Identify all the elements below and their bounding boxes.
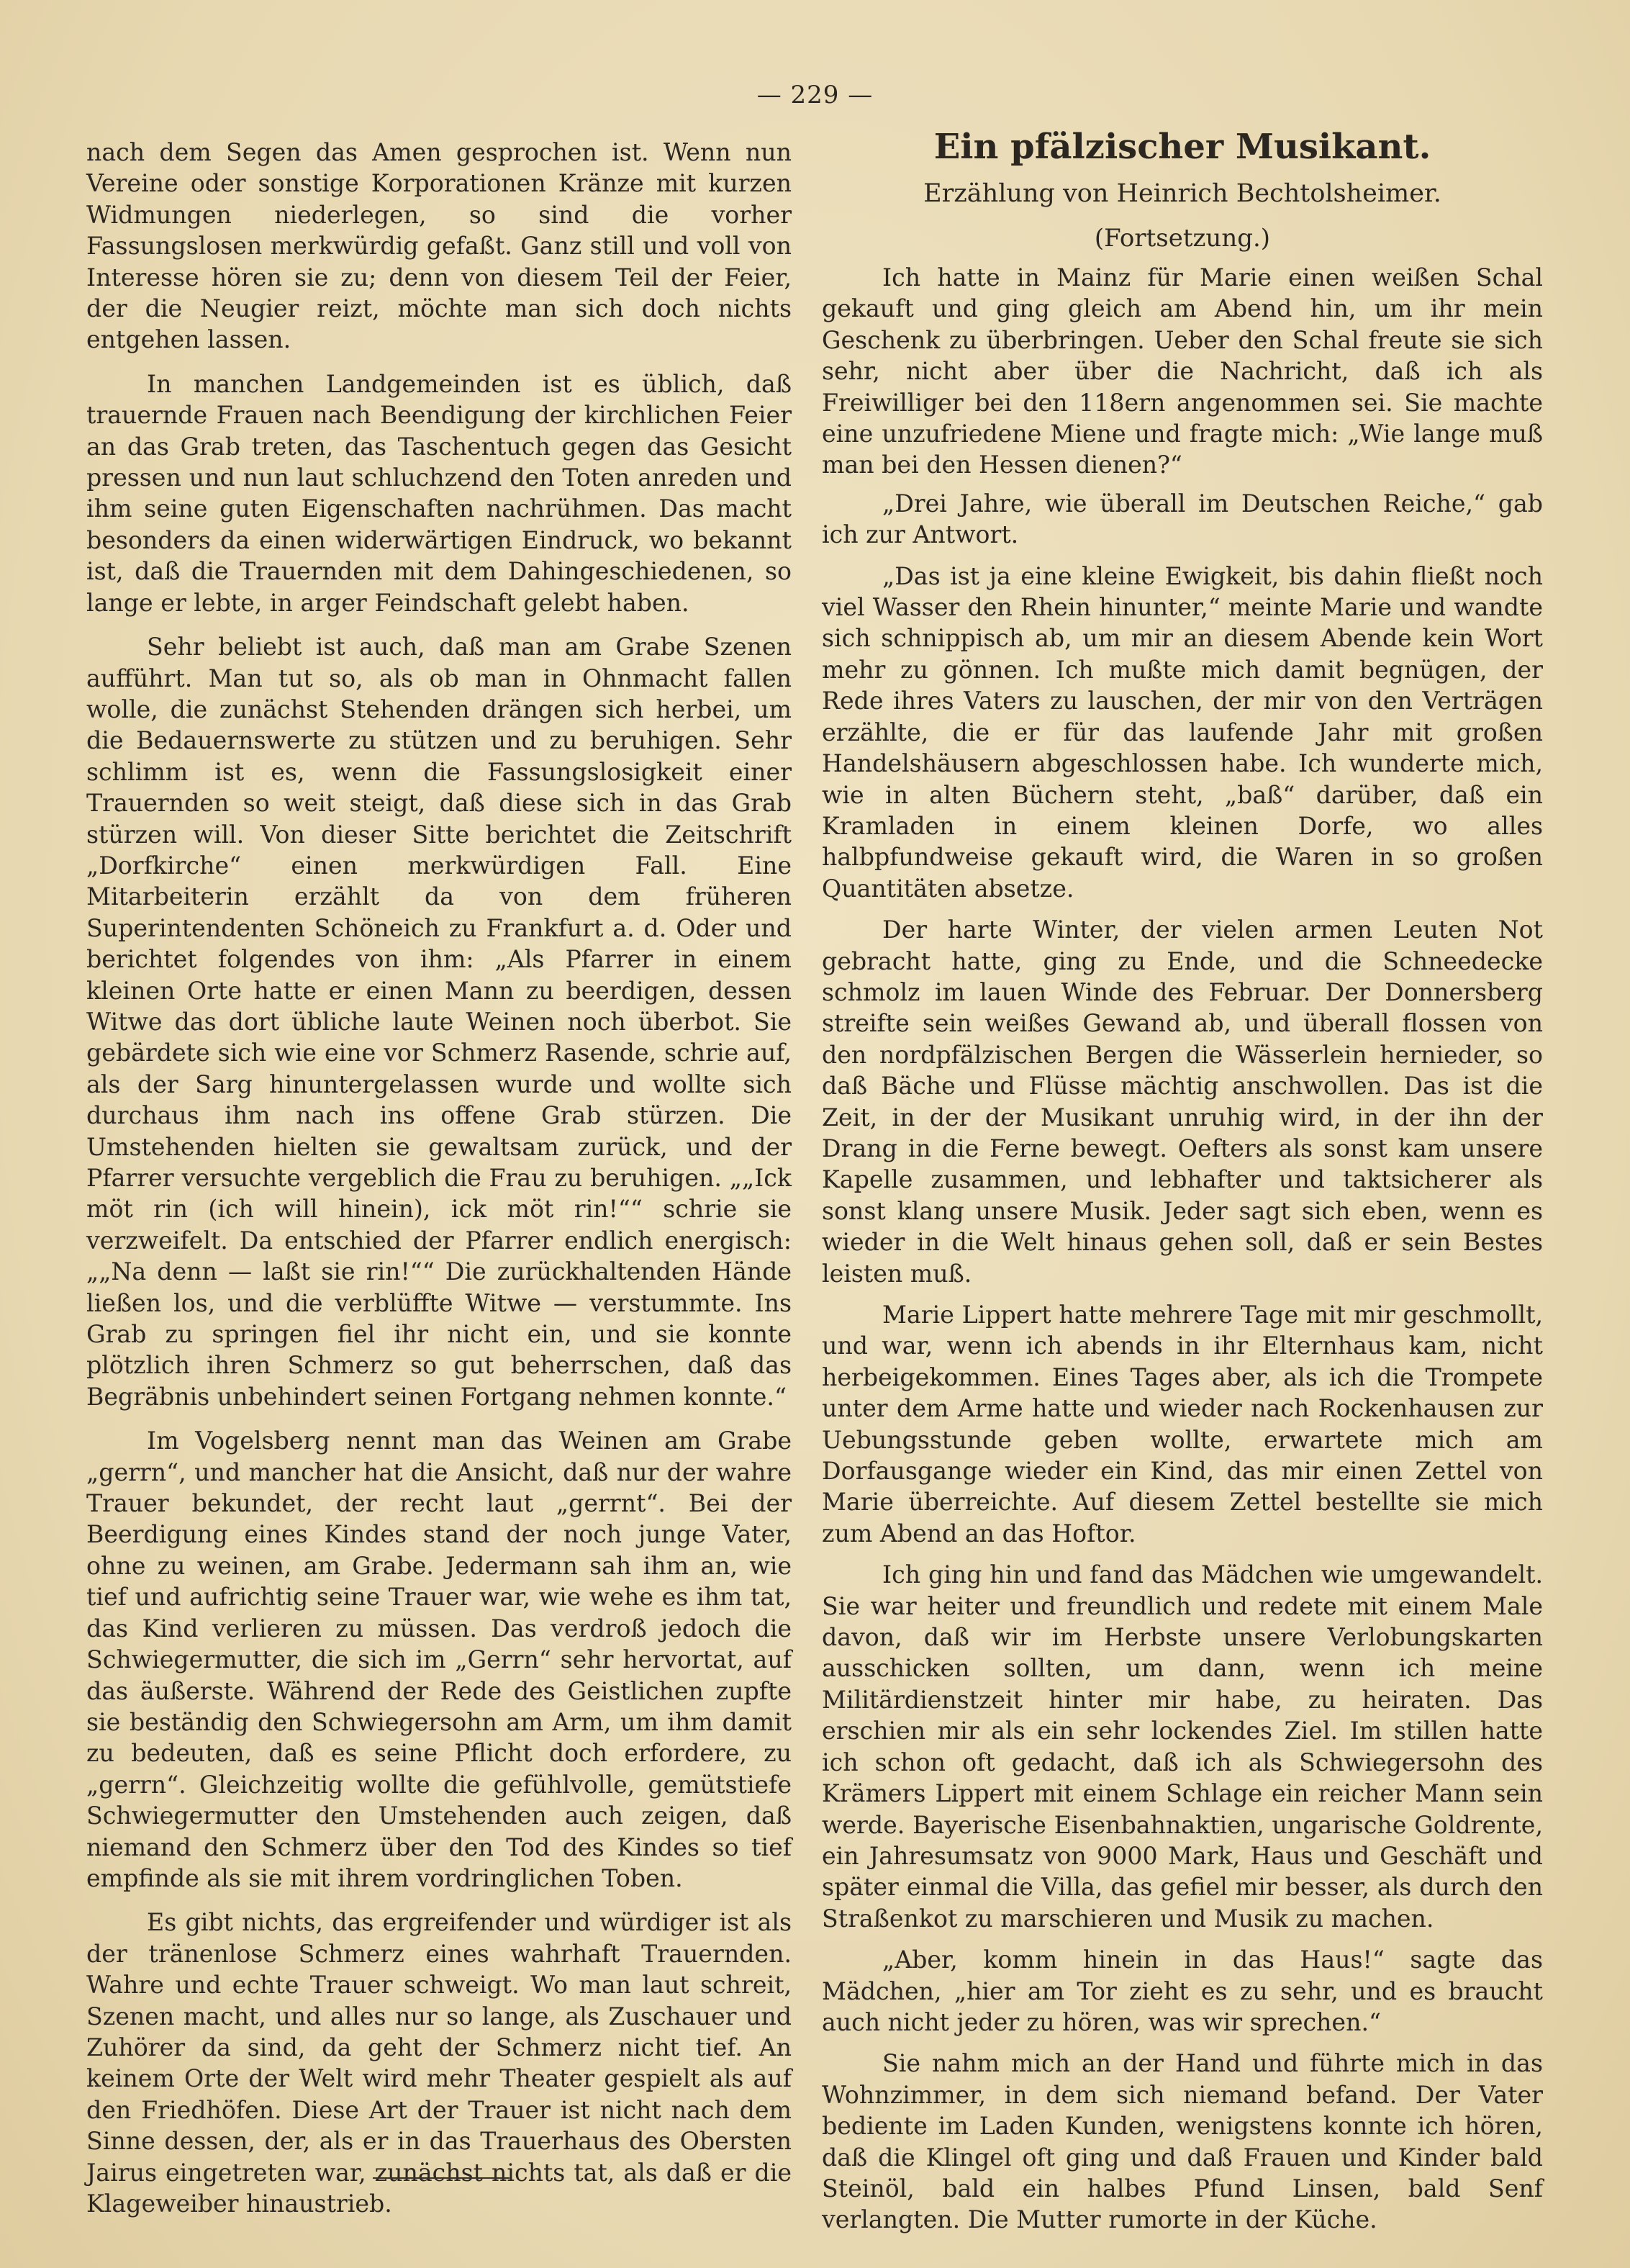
right-paragraph-4: Der harte Winter, der vielen armen Leuten Not gebracht hatte, ging zu Ende, und die Schneedecke schmolz im lauen Winde des Februar. Der Donnersberg streifte sein weißes Gewand ab, und überall flossen von den nordpfälzischen Bergen die Wässerlein hernieder, so daß Bäche und Flüsse mächtig anschwollen. Das ist die Zeit, in der der Musikant unruhig wird, in der ihn der Drang in die Ferne bewegt. Oefters als sonst kam unsere Kapelle zusammen, und lebhafter und taktsicherer als sonst klang unsere Musik. Jeder sagt sich eben, wenn es wieder in die Welt hinaus gehen soll, daß er sein Bestes leisten muß. bbox=[822, 916, 1543, 1288]
left-paragraph-3: Sehr beliebt ist auch, daß man am Grabe Szenen aufführt. Man tut so, als ob man in Ohnmacht fallen wolle, die zunächst Stehenden drängen sich herbei, um die Bedauernswerte zu stützen und zu beruhigen. Sehr schlimm ist es, wenn die Fassungslosigkeit einer Trauernden so weit steigt, daß diese sich in das Grab stürzen will. Von dieser Sitte berichtet die Zeitschrift „Dorfkirche“ einen merkwürdigen Fall. Eine Mitarbeiterin erzählt da von dem früheren Superintendenten Schöneich zu Frankfurt a. d. Oder und berichtet folgendes von ihm: „Als Pfarrer in einem kleinen Orte hatte er einen Mann zu beerdigen, dessen Witwe das dort übliche laute Weinen noch überbot. Sie gebärdete sich wie eine vor Schmerz Rasende, schrie auf, als der Sarg hinuntergelassen wurde und wollte sich durchaus ihm nach ins offene Grab stürzen. Die Umstehenden hielten sie gewaltsam zurück, und der Pfarrer versuchte vergeblich die Frau zu beruhigen. „„Ick möt rin (ich will hinein), ick möt rin!““ schrie sie verzweifelt. Da entschied der Pfarrer endlich energisch: „„Na denn — laßt sie rin!““ Die zurückhaltenden Hände ließen los, und die verblüffte Witwe — verstummte. Ins Grab zu springen fiel ihr nicht ein, und sie konnte plötzlich ihren Schmerz so gut beherrschen, daß das Begräbnis unbehindert seinen Fortgang nehmen konnte.“ bbox=[86, 633, 792, 1411]
left-column bbox=[86, 137, 792, 2226]
right-paragraph-8: Sie nahm mich an der Hand und führte mich in das Wohnzimmer, in dem sich niemand befand. Der Vater bediente im Laden Kunden, wenigstens konnte ich hören, daß die Klingel oft ging und daß Frauen und Kinder bald Steinöl, bald ein halbes Pfund Linsen, bald Senf verlangten. Die Mutter rumorte in der Küche. bbox=[822, 2049, 1543, 2234]
right-paragraph-7: „Aber, komm hinein in das Haus!“ sagte das Mädchen, „hier am Tor zieht es zu sehr, und es braucht auch nicht jeder zu hören, was wir sprechen.“ bbox=[822, 1946, 1543, 2036]
right-paragraph-1: Ich hatte in Mainz für Marie einen weißen Schal gekauft und ging gleich am Abend hin, um ihr mein Geschenk zu überbringen. Ueber den Schal freute sie sich sehr, nicht aber über die Nachricht, daß ich als Freiwilliger bei den 118ern angenommen sei. Sie machte eine unzufriedene Miene und fragte mich: „Wie lange muß man bei den Hessen dienen?“ bbox=[822, 263, 1543, 479]
left-paragraph-5: Es gibt nichts, das ergreifender und würdiger ist als der tränenlose Schmerz eines wahrhaft Trauernden. Wahre und echte Trauer schweigt. Wo man laut schreit, Szenen macht, und alles nur so lange, als Zuschauer und Zuhörer da sind, da geht der Schmerz nicht tief. An keinem Orte der Welt wird mehr Theater gespielt als auf den Friedhöfen. Diese Art der Trauer ist nicht nach dem Sinne dessen, der, als er in das Trauerhaus des Obersten Jairus eingetreten war, zunächst nichts tat, als daß er die Klageweiber hinaustrieb. bbox=[86, 1908, 792, 2218]
left-paragraph-1: nach dem Segen das Amen gesprochen ist. Wenn nun Vereine oder sonstige Korporationen Kränze mit kurzen Widmungen niederlegen, so sind die vorher Fassungslosen merkwürdig gefaßt. Ganz still und voll von Interesse hören sie zu; denn von diesem Teil der Feier, der die Neugier reizt, möchte man sich doch nichts entgehen lassen. bbox=[86, 138, 792, 354]
story-byline: Erzählung von Heinrich Bechtolsheimer. bbox=[923, 179, 1441, 208]
right-paragraph-3: „Das ist ja eine kleine Ewigkeit, bis dahin fließt noch viel Wasser den Rhein hinunter,“ meinte Marie und wandte sich schnippisch ab, um mir an diesem Abende kein Wort mehr zu gönnen. Ich mußte mich damit begnügen, der Rede ihres Vaters zu lauschen, der mir von den Verträgen erzählte, die er für das laufende Jahr mit großen Handelshäusern abgeschlossen habe. Ich wunderte mich, wie in alten Büchern steht, „baß“ darüber, daß ein Kramladen in einem kleinen Dorfe, wo alles halbpfundweise gekauft wird, die Waren in so großen Quantitäten absetze. bbox=[822, 561, 1543, 903]
right-paragraph-2: „Drei Jahre, wie überall im Deutschen Reiche,“ gab ich zur Antwort. bbox=[822, 489, 1543, 549]
page-number: — 229 — bbox=[756, 81, 874, 109]
story-title: Ein pfälzischer Musikant. bbox=[933, 127, 1431, 167]
section-divider bbox=[373, 2177, 510, 2179]
right-column bbox=[822, 124, 1543, 2243]
left-paragraph-4: Im Vogelsberg nennt man das Weinen am Grabe „gerrn“, und mancher hat die Ansicht, daß nur der wahre Trauer bekundet, der recht laut „gerrnt“. Bei der Beerdigung eines Kindes stand der noch junge Vater, ohne zu weinen, am Grabe. Jedermann sah ihm an, wie tief und aufrichtig seine Trauer war, wie wehe es ihm tat, das Kind verlieren zu müssen. Das verdroß jedoch die Schwiegermutter, die sich im „Gerrn“ sehr hervortat, auf das äußerste. Während der Rede des Geistlichen zupfte sie beständig den Schwiegersohn am Arm, um ihm damit zu bedeuten, daß es seine Pflicht doch erfordere, zu „gerrn“. Gleichzeitig wollte die gefühlvolle, gemütstiefe Schwiegermutter den Umstehenden auch zeigen, daß niemand den Schmerz über den Tod des Kindes so tief empfinde als sie mit ihrem vordringlichen Toben. bbox=[86, 1427, 792, 1892]
continuation-note: (Fortsetzung.) bbox=[1094, 224, 1271, 253]
right-paragraph-5: Marie Lippert hatte mehrere Tage mit mir geschmollt, und war, wenn ich abends in ihr Elternhaus kam, nicht herbeigekommen. Eines Tages aber, als ich die Trompete unter dem Arme hatte und wieder nach Rockenhausen zur Uebungsstunde geben wollte, erwartete mich am Dorfausgange wieder ein Kind, das mir einen Zettel von Marie überreichte. Auf diesem Zettel bestellte sie mich zum Abend an das Hoftor. bbox=[822, 1301, 1543, 1548]
left-paragraph-2: In manchen Landgemeinden ist es üblich, daß trauernde Frauen nach Beendigung der kirchlichen Feier an das Grab treten, das Taschentuch gegen das Gesicht pressen und nun laut schluchzend den Toten anreden und ihm seine guten Eigenschaften nachrühmen. Das macht besonders da einen widerwärtigen Eindruck, wo bekannt ist, daß die Trauernden mit dem Dahingeschiedenen, so lange er lebte, in arger Feindschaft gelebt haben. bbox=[86, 369, 792, 617]
right-paragraph-6: Ich ging hin und fand das Mädchen wie umgewandelt. Sie war heiter und freundlich und redete mit einem Male davon, daß wir im Herbste unsere Verlobungskarten ausschicken sollten, um dann, wenn ich meine Militärdienstzeit hinter mir habe, zu heiraten. Das erschien mir als ein sehr lockendes Ziel. Im stillen hatte ich schon oft gedacht, daß ich als Schwiegersohn des Krämers Lippert mit einem Schlage ein reicher Mann sein werde. Bayerische Eisenbahnaktien, ungarische Goldrente, ein Jahresumsatz von 9000 Mark, Haus und Geschäft und später einmal die Villa, das gefiel mir besser, als durch den Straßenkot zu marschieren und Musik zu machen. bbox=[822, 1560, 1543, 1933]
